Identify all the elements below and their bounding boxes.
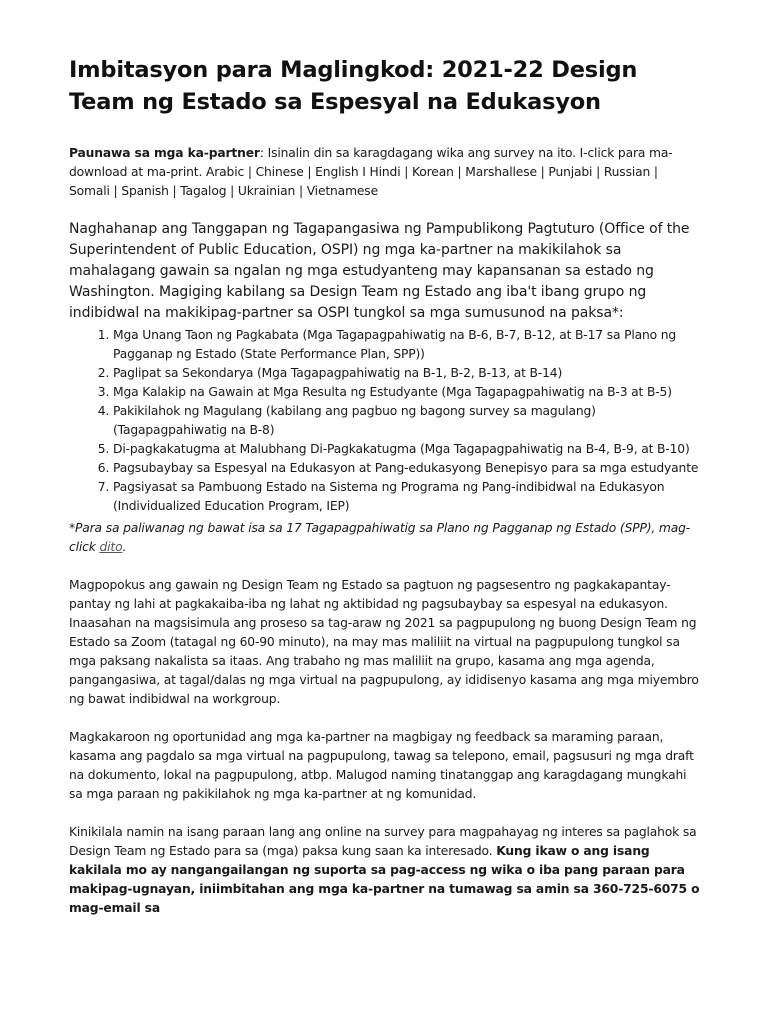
paragraph-design-team: Magpopokus ang gawain ng Design Team ng Estado sa pagtuon ng pagsesentro ng pagkakapantay-pantay ng lahi at pagkakaiba-iba ng lahat ng aktibidad ng pagsubaybay sa espesyal na edukasyon. Inaasahan na magsisimula ang proseso sa tag-araw ng 2021 sa pagpupulong ng buong Design Team ng Estado sa Zoom (tatagal ng 60-90 minuto), na may mas maliliit na virtual na pagpupulong tungkol sa mga paksang nakalista sa itaas. Ang trabaho ng mas maliliit na grupo, kasama ang mga agenda, pangangasiwa, at tagal/dalas ng mga virtual na pagpupulong, ay ididisenyo kasama ang mga miyembro ng bawat indibidwal na workgroup. — [69, 578, 699, 706]
footnote — [69, 519, 702, 557]
survey-text: Kinikilala namin na isang paraan lang ang online na survey para magpahayag ng interes sa paglahok sa Design Team ng Estado para sa (mga) paksa kung saan ka interesado. — [69, 825, 697, 858]
footnote-link[interactable]: dito — [99, 540, 123, 554]
list-item: 2. Paglipat sa Sekondarya (Mga Tagapagpahiwatig na B-1, B-2, B-13, at B-14) — [113, 364, 702, 383]
language-notice — [69, 144, 702, 201]
page-title: Imbitasyon para Maglingkod: 2021-22 Design Team ng Estado sa Espesyal na Edukasyon — [69, 57, 638, 115]
notice-label: Paunawa sa mga ka-partner — [69, 146, 260, 160]
list-item: 7. Pagsiyasat sa Pambuong Estado na Sistema ng Programa ng Pang-indibidwal na Edukasyon (Individualized Education Program, IEP) — [113, 478, 702, 516]
topic-list — [69, 326, 702, 516]
footnote-end: . — [122, 540, 127, 554]
notice-text: : Isinalin din sa karagdagang wika ang survey na ito. I-click para ma-download at ma-print. Arabic | Chinese | English I Hindi | Korean | Marshallese | Punjabi | Russian | Somali | Spanish | Tagalog | Ukrainian | Vietnamese — [69, 146, 673, 198]
list-item: 5. Di-pagkakatugma at Malubhang Di-Pagkakatugma (Mga Tagapagpahiwatig na B-4, B-9, at B-10) — [113, 440, 702, 459]
list-item: 1. Mga Unang Taon ng Pagkabata (Mga Tagapagpahiwatig na B-6, B-7, B-12, at B-17 sa Plano ng Pagganap ng Estado (State Performance Plan, SPP)) — [113, 326, 702, 364]
paragraph-feedback: Magkakaroon ng oportunidad ang mga ka-partner na magbigay ng feedback sa maraming paraan, kasama ang pagdalo sa mga virtual na pagpupulong, tawag sa telepono, email, pagsusuri ng mga draft na dokumento, lokal na pagpupulong, atbp. Malugod naming tinatanggap ang karagdagang mungkahi sa mga paraan ng pakikilahok ng mga ka-partner at ng komunidad. — [69, 730, 694, 801]
list-item: 6. Pagsubaybay sa Espesyal na Edukasyon at Pang-edukasyong Benepisyo para sa mga estudyante — [113, 459, 702, 478]
survey-bold-text: Kung ikaw o ang isang kakilala mo ay nangangailangan ng suporta sa pag-access ng wika o iba pang paraan para makipag-ugnayan, iniimbitahan ang mga ka-partner na tumawag sa amin sa 360-725-6075 o mag-email sa — [69, 844, 700, 915]
list-item: 4. Pakikilahok ng Magulang (kabilang ang pagbuo ng bagong survey sa magulang) (Tagapagpahiwatig na B-8) — [113, 402, 702, 440]
intro-paragraph: Naghahanap ang Tanggapan ng Tagapangasiwa ng Pampublikong Pagtuturo (Office of the Superintendent of Public Education, OSPI) ng mga ka-partner na makikilahok sa mahalagang gawain sa ngalan ng mga estudyanteng may kapansanan sa estado ng Washington. Magiging kabilang sa Design Team ng Estado ang iba't ibang grupo ng indibidwal na makikipag-partner sa OSPI tungkol sa mga sumusunod na paksa*: — [69, 221, 690, 321]
list-item: 3. Mga Kalakip na Gawain at Mga Resulta ng Estudyante (Mga Tagapagpahiwatig na B-3 at B-5) — [113, 383, 702, 402]
paragraph-survey — [69, 823, 702, 918]
footnote-text: *Para sa paliwanag ng bawat isa sa 17 Tagapagpahiwatig sa Plano ng Pagganap ng Estado (SPP), mag-click — [69, 521, 691, 554]
